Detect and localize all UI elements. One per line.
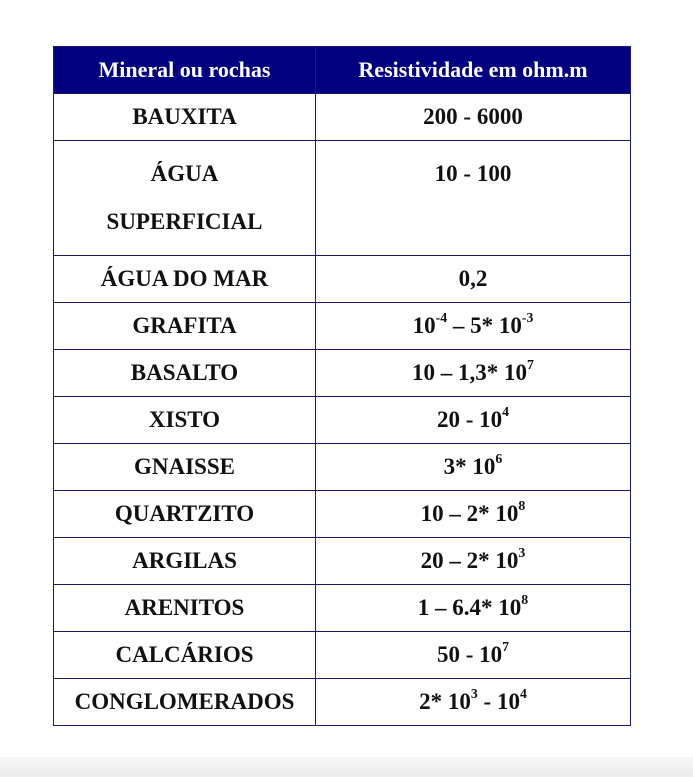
resistivity-cell: 2* $10^3 - 10^4$ — [316, 679, 631, 726]
resistivity-cell: $10^{-4} - 5*$ $10^{-3}$ — [316, 303, 631, 350]
mineral-cell: GNAISSE — [54, 444, 316, 491]
mineral-cell: ARGILAS — [54, 538, 316, 585]
mineral-cell: GRAFITA — [54, 303, 316, 350]
table-header-row — [54, 47, 631, 94]
resistivity-cell: 0,2 — [316, 256, 631, 303]
mineral-cell — [54, 141, 316, 256]
header-resistivity: Resistividade em ohm.m — [316, 47, 631, 94]
table-row — [54, 632, 631, 679]
mineral-cell: ARENITOS — [54, 585, 316, 632]
resistivity-cell: 1 – 6.4* $10^8$ — [316, 585, 631, 632]
table-row — [54, 491, 631, 538]
table-row — [54, 538, 631, 585]
mineral-cell: ÁGUA DO MAR — [54, 256, 316, 303]
mineral-cell: QUARTZITO — [54, 491, 316, 538]
table-row — [54, 444, 631, 491]
table-row — [54, 679, 631, 726]
mineral-cell: CONGLOMERADOS — [54, 679, 316, 726]
mineral-cell: XISTO — [54, 397, 316, 444]
mineral-cell: BASALTO — [54, 350, 316, 397]
resistivity-cell: 10 – 2* $10^8$ — [316, 491, 631, 538]
mineral-line: SUPERFICIAL — [106, 209, 263, 234]
mineral-cell: BAUXITA — [54, 94, 316, 141]
resistivity-cell: 10 - 100 — [316, 141, 631, 256]
table-row — [54, 256, 631, 303]
resistivity-cell: $20 - 10^4$ — [316, 397, 631, 444]
table-row — [54, 141, 631, 256]
table-row — [54, 397, 631, 444]
mineral-cell: CALCÁRIOS — [54, 632, 316, 679]
resistivity-cell: 20 – 2* $10^3$ — [316, 538, 631, 585]
mineral-line: ÁGUA — [150, 161, 219, 186]
table-row — [54, 303, 631, 350]
table-row — [54, 94, 631, 141]
resistivity-cell: 3* $10^6$ — [316, 444, 631, 491]
resistivity-table — [53, 46, 631, 726]
page-bottom-edge — [0, 757, 693, 777]
header-mineral: Mineral ou rochas — [54, 47, 316, 94]
table-row — [54, 350, 631, 397]
resistivity-cell: 200 - 6000 — [316, 94, 631, 141]
resistivity-cell: $50 - 10^7$ — [316, 632, 631, 679]
resistivity-cell: 10 – 1,3* $10^7$ — [316, 350, 631, 397]
table-row — [54, 585, 631, 632]
